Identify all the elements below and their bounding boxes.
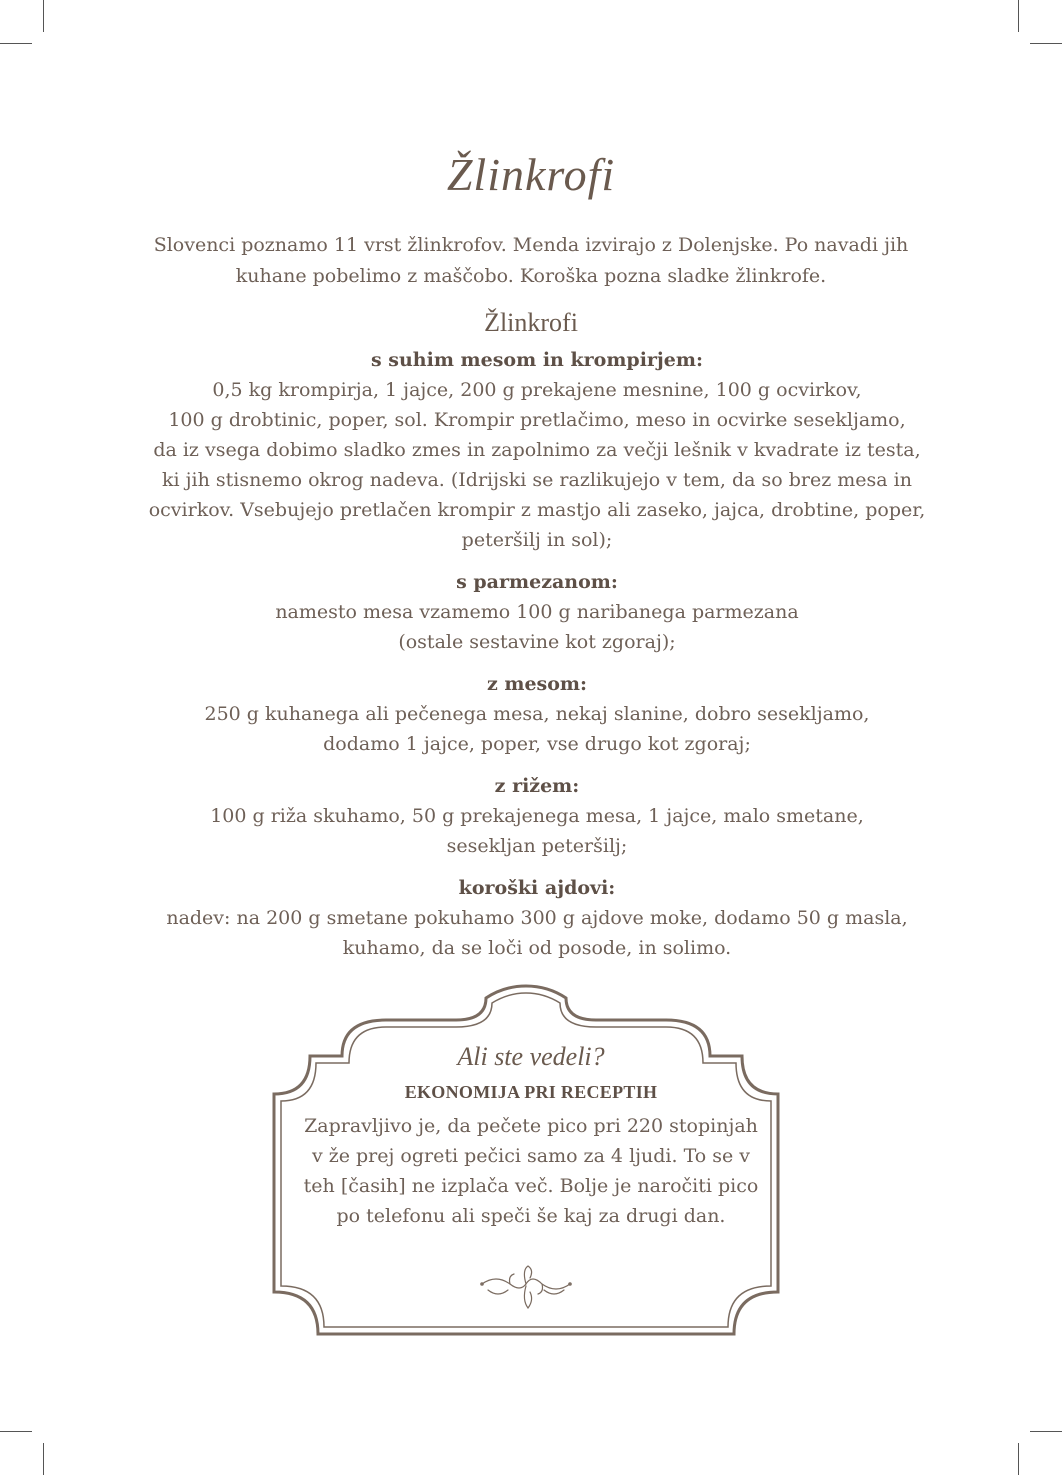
section-parmezan [140,567,934,657]
section-line: sesekljan peteršilj; [446,835,628,857]
section-line: peteršilj in sol); [461,529,613,551]
box-question: Ali ste vedeli? [457,1042,605,1071]
section-heading: s suhim mesom in krompirjem: [370,349,704,371]
box-line: teh [časih] ne izplača več. Bolje je naročiti pico [303,1175,759,1197]
box-line: po telefonu ali speči še kaj za drugi dan. [336,1205,726,1227]
crop-mark [0,1431,32,1432]
section-line: da iz vsega dobimo sladko zmes in zapolnimo za večji lešnik v kvadrate iz testa, [153,439,921,461]
section-line: ki jih stisnemo okrog nadeva. (Idrijski se razlikujejo v tem, da so brez mesa in [162,469,912,491]
section-line: 100 g riža skuhamo, 50 g prekajenega mesa, 1 jajce, malo smetane, [210,805,864,827]
did-you-know-box [300,1040,762,1231]
section-line: ocvirkov. Vsebujejo pretlačen krompir z mastjo ali zaseko, jajca, drobtine, poper, [148,499,926,521]
section-riz [140,771,934,861]
section-line: nadev: na 200 g smetane pokuhamo 300 g ajdove moke, dodamo 50 g masla, [166,907,908,929]
section-suho-meso [140,345,934,555]
section-line: kuhamo, da se loči od posode, in solimo. [342,937,732,959]
flourish-ornament-icon [478,1262,574,1312]
section-line: dodamo 1 jajce, poper, vse drugo kot zgoraj; [323,733,751,755]
section-heading: koroški ajdovi: [458,877,616,899]
section-heading: z rižem: [494,775,580,797]
section-line: 100 g drobtinic, poper, sol. Krompir pretlačimo, meso in ocvirke sesekljamo, [168,409,906,431]
section-line: namesto mesa vzamemo 100 g naribanega parmezana [275,601,799,623]
intro-paragraph: Slovenci poznamo 11 vrst žlinkrofov. Menda izvirajo z Dolenjske. Po navadi jih kuhane pobelimo z maščobo. Koroška pozna sladke žlinkrofe. [153,234,909,287]
section-heading: z mesom: [486,673,588,695]
crop-mark [0,43,32,44]
box-line: v že prej ogreti pečici samo za 4 ljudi. To se v [311,1145,751,1167]
crop-mark [43,0,44,32]
section-line: (ostale sestavine kot zgoraj); [398,631,676,653]
recipe-subtitle: Žlinkrofi [484,308,578,337]
crop-mark [1018,0,1019,32]
recipe-sections [140,345,934,975]
box-line: Zapravljivo je, da pečete pico pri 220 stopinjah [304,1115,758,1137]
box-body [300,1111,762,1231]
crop-mark [1018,1443,1019,1475]
crop-mark [43,1443,44,1475]
section-line: 0,5 kg krompirja, 1 jajce, 200 g prekajene mesnine, 100 g ocvirkov, [212,379,862,401]
crop-mark [1030,1431,1062,1432]
page-title: Žlinkrofi [446,149,616,200]
box-heading: EKONOMIJA PRI RECEPTIH [404,1082,658,1102]
section-ajdovi [140,873,934,963]
section-line: 250 g kuhanega ali pečenega mesa, nekaj slanine, dobro sesekljamo, [204,703,870,725]
section-meso [140,669,934,759]
section-heading: s parmezanom: [456,571,618,593]
crop-mark [1030,43,1062,44]
